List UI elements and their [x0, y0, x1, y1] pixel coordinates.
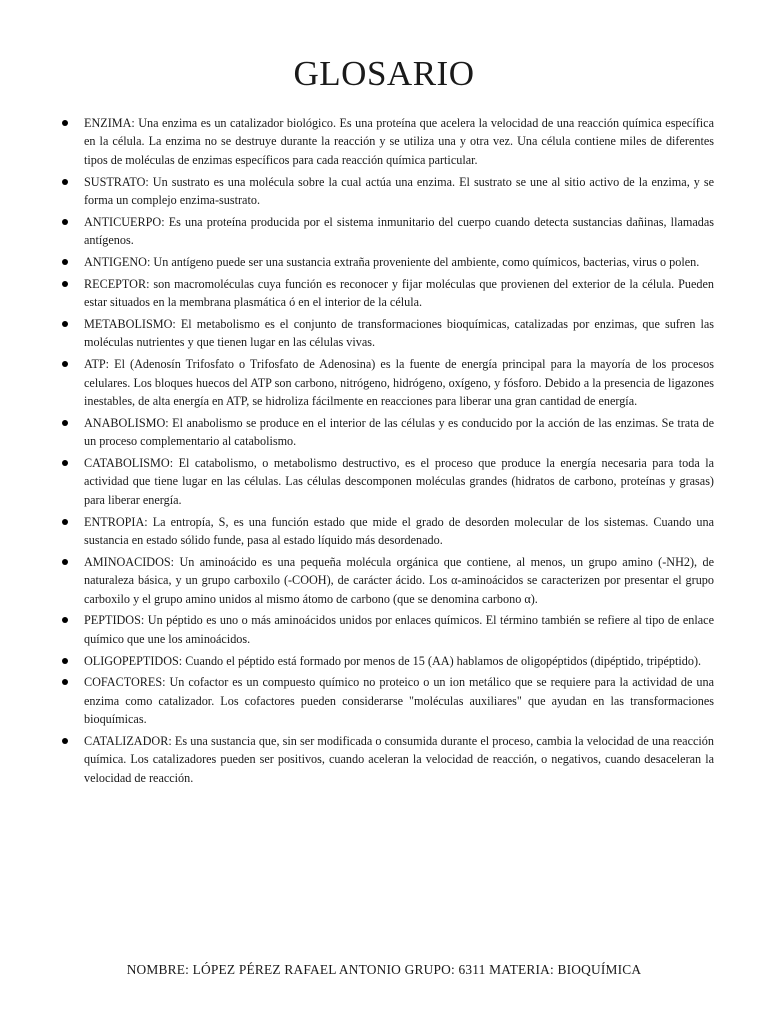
- glossary-term: RECEPTOR:: [84, 276, 150, 291]
- bullet-icon: [62, 281, 68, 287]
- glossary-definition: Cuando el péptido está formado por menos de 15 (AA) hablamos de oligopéptidos (dipéptido, tripéptido).: [182, 653, 702, 668]
- glossary-definition: La entropía, S, es una función estado que mide el grado de desorden molecular de los sistemas. Cuando una sustancia en estado sólido funde, pasa al estado líquido más desordenado.: [84, 514, 714, 548]
- bullet-icon: [62, 559, 68, 565]
- bullet-icon: [62, 179, 68, 185]
- bullet-icon: [62, 738, 68, 744]
- bullet-icon: [62, 420, 68, 426]
- glossary-term: ENZIMA:: [84, 116, 135, 130]
- glossary-term: METABOLISMO:: [84, 317, 176, 332]
- glossary-entry: [84, 652, 714, 670]
- glossary-term: CATALIZADOR:: [84, 734, 172, 749]
- glossary-definition: Un sustrato es una molécula sobre la cual actúa una enzima. El sustrato se une al sitio activo de la enzima, y se forma un complejo enzima-sustrato.: [84, 174, 714, 208]
- bullet-icon: [62, 617, 68, 623]
- bullet-icon: [62, 519, 68, 525]
- glossary-definition: Es una proteína producida por el sistema inmunitario del cuerpo cuando detecta sustancias dañinas, llamadas antígenos.: [84, 214, 714, 248]
- glossary-entry: [84, 315, 714, 352]
- glossary-entry: [84, 275, 714, 312]
- glossary-definition: Un antígeno puede ser una sustancia extraña proveniente del ambiente, como químicos, bacterias, virus o polen.: [150, 255, 700, 270]
- glossary-term: AMINOACIDOS:: [84, 554, 175, 569]
- glossary-entry: [84, 414, 714, 451]
- bullet-icon: [62, 679, 68, 685]
- bullet-icon: [62, 219, 68, 225]
- glossary-definition: Un péptido es uno o más aminoácidos unidos por enlaces químicos. El término también se refiere al tipo de enlace químico que une los aminoácidos.: [84, 613, 714, 646]
- glossary-term: CATABOLISMO:: [84, 456, 174, 471]
- glossary-entry: [84, 213, 714, 250]
- glossary-definition: El metabolismo es el conjunto de transformaciones bioquímicas, catalizadas por enzimas, que sufren las moléculas nutrientes y que tienen lugar en las células vivas.: [84, 317, 714, 350]
- bullet-icon: [62, 259, 68, 265]
- page-title: GLOSARIO: [293, 54, 475, 93]
- glossary-term: OLIGOPEPTIDOS:: [84, 653, 183, 668]
- glossary-list: [84, 114, 714, 791]
- student-info-footer: NOMBRE: LÓPEZ PÉREZ RAFAEL ANTONIO GRUPO: 6311 MATERIA: BIOQUÍMICA: [126, 962, 642, 977]
- glossary-entry: [84, 253, 714, 271]
- glossary-definition: Es una sustancia que, sin ser modificada o consumida durante el proceso, cambia la velocidad de una reacción química. Los catalizadores pueden ser positivos, cuando aceleran la velocidad de reacción, o negativos, cuando desaceleran la velocidad de reacción.: [84, 734, 714, 785]
- glossary-term: ANTICUERPO:: [84, 214, 165, 229]
- glossary-entry: [84, 611, 714, 648]
- bullet-icon: [62, 460, 68, 466]
- glossary-term: COFACTORES:: [84, 675, 166, 690]
- bullet-icon: [62, 120, 68, 126]
- glossary-definition: Un aminoácido es una pequeña molécula orgánica que contiene, al menos, un grupo amino (-NH2), de naturaleza básica, y un grupo carboxilo (-COOH), de carácter ácido. Los α-aminoácidos se caracterizen por presentar el grupo carboxilo y el grupo amino unidos al mismo átomo de carbono (que se denomina carbono α).: [84, 554, 714, 606]
- glossary-entry: [84, 173, 714, 210]
- glossary-term: ENTROPIA:: [84, 514, 148, 529]
- glossary-entry: [84, 454, 714, 509]
- glossary-definition: Un cofactor es un compuesto químico no proteico o un ion metálico que se requiere para la actividad de una enzima como catalizador. Los cofactores pueden considerarse "moléculas auxiliares" que ayudan en las transformaciones bioquímicas.: [84, 675, 714, 727]
- glossary-definition: El anabolismo se produce en el interior de las células y es conducido por la acción de las enzimas. Se trata de un proceso complementario al catabolismo.: [84, 415, 714, 449]
- glossary-entry: [84, 553, 714, 608]
- glossary-entry: [84, 673, 714, 728]
- bullet-icon: [62, 321, 68, 327]
- glossary-definition: son macromoléculas cuya función es reconocer y fijar moléculas que provienen del exterior de la célula. Pueden estar situados en la membrana plasmática ó en el interior de la célula.: [84, 276, 714, 310]
- glossary-term: SUSTRATO:: [84, 174, 149, 189]
- glossary-term: ANTIGENO:: [84, 255, 151, 270]
- bullet-icon: [62, 361, 68, 367]
- glossary-entry: [84, 355, 714, 410]
- glossary-entry: [84, 114, 714, 169]
- glossary-term: PEPTIDOS:: [84, 613, 145, 628]
- glossary-entry: [84, 732, 714, 787]
- glossary-term: ATP:: [84, 357, 110, 372]
- glossary-definition: Una enzima es un catalizador biológico. Es una proteína que acelera la velocidad de una reacción química específica en la célula. La enzima no se destruye durante la reacción y se utiliza una y otra vez. Una célula contiene miles de diferentes tipos de moléculas de enzimas específicos para cada reacción química particular.: [84, 116, 714, 167]
- glossary-term: ANABOLISMO:: [84, 415, 169, 430]
- glossary-definition: El catabolismo, o metabolismo destructivo, es el proceso que produce la energía necesaria para toda la actividad que tiene lugar en las células. Las células descomponen moléculas grandes (hidratos de carbono, proteínas y grasas) para liberar energía.: [84, 456, 714, 507]
- glossary-entry: [84, 513, 714, 550]
- bullet-icon: [62, 658, 68, 664]
- glossary-definition: El (Adenosín Trifosfato o Trifosfato de Adenosina) es la fuente de energía principal para la mayoría de los procesos celulares. Los bloques huecos del ATP son carbono, nitrógeno, hidrógeno, oxígeno, y fósforo. Debido a la presencia de ligazones inestables, de alta energía en ATP, se hidroliza fácilmente en reacciones para liberar una gran cantidad de energía.: [84, 357, 714, 409]
